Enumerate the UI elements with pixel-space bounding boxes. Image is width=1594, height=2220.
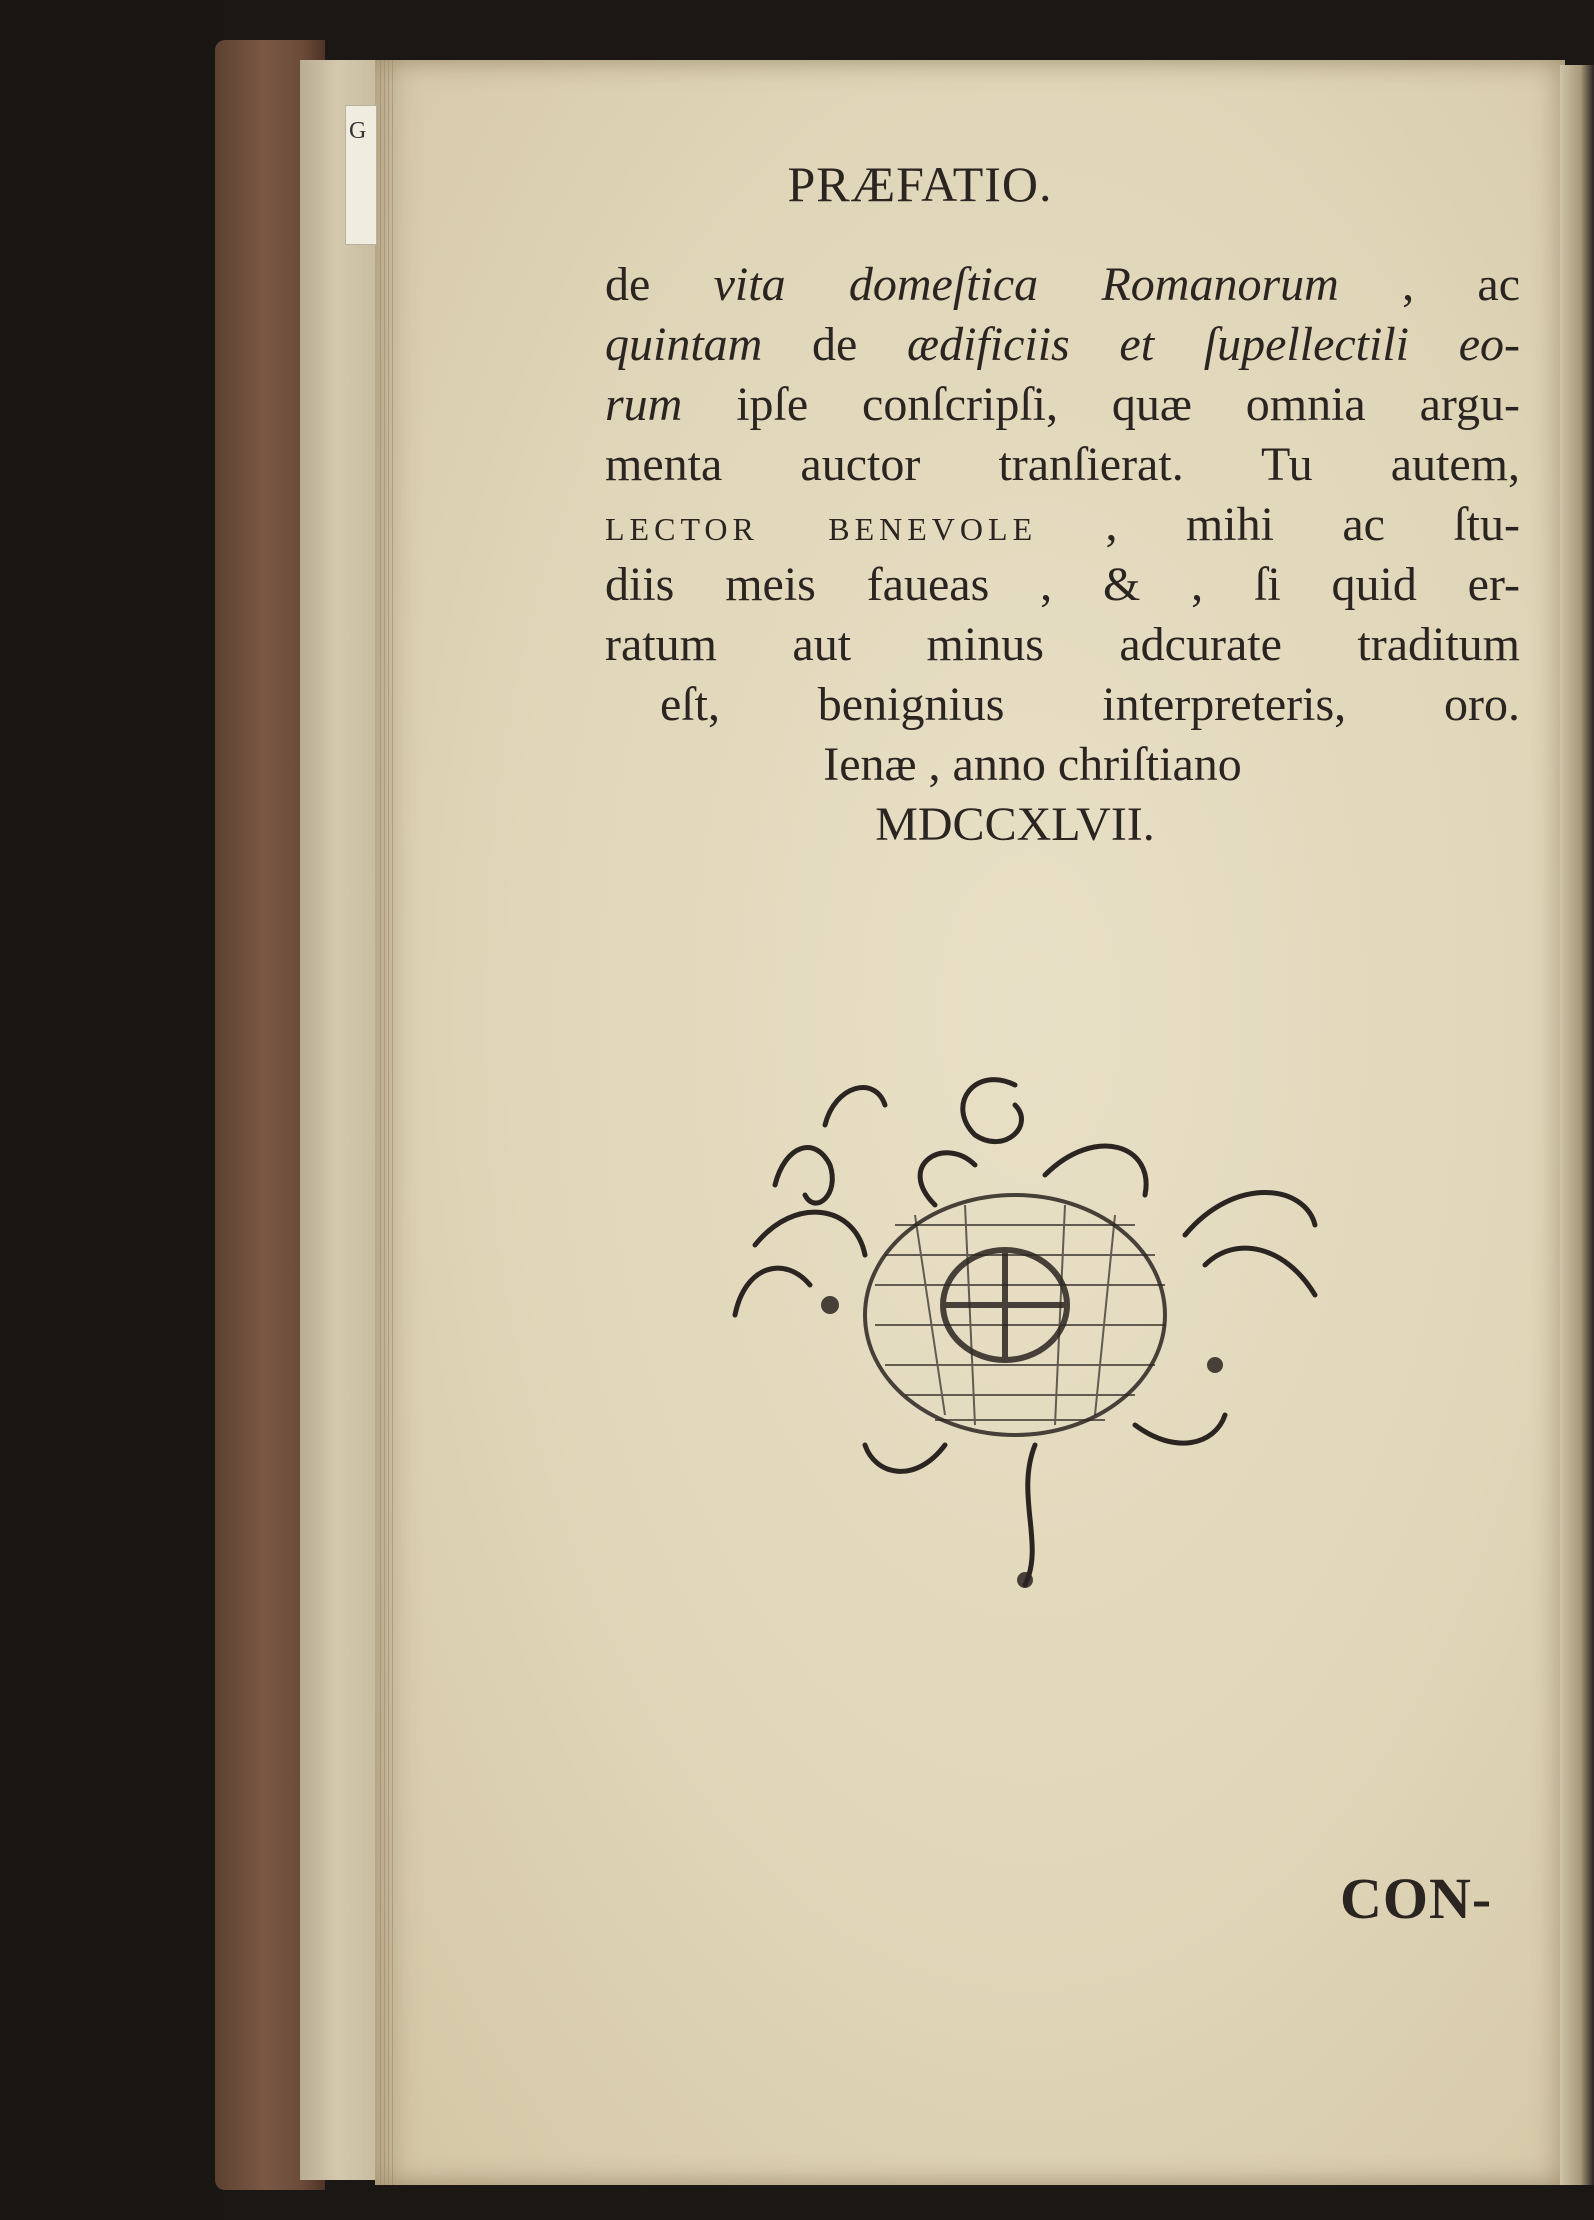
text-run: menta auctor tranſierat. Tu autem, <box>605 438 1520 491</box>
dark-background <box>0 0 225 2220</box>
text-run: rum <box>605 378 683 431</box>
text-run: , ac <box>1338 258 1520 311</box>
text-line <box>605 375 1520 435</box>
text-line <box>605 495 1520 555</box>
text-line <box>605 315 1520 375</box>
text-line <box>605 615 1520 675</box>
text-run: vita domeſtica Romanorum <box>713 258 1339 311</box>
library-tab: G <box>345 105 377 245</box>
page-header: PRÆFATIO. <box>787 156 1053 212</box>
fleuron-ornament <box>715 1065 1350 1595</box>
book-board <box>300 60 375 2180</box>
text-line <box>605 555 1520 615</box>
text-run: de <box>762 318 908 371</box>
text-run: de <box>605 258 714 311</box>
closing-line: eſt, benignius interpreteris, oro. <box>660 678 1520 731</box>
text-run: ratum aut minus adcurate traditum <box>605 618 1520 671</box>
text-run: quintam <box>605 318 763 371</box>
text-run: ipſe conſcripſi, quæ omnia argu- <box>682 378 1520 431</box>
dateline-year: MDCCXLVII. <box>875 798 1155 851</box>
text-run: , mihi ac ſtu- <box>1037 498 1520 551</box>
dateline-place: Ienæ , anno chriſtiano <box>823 738 1242 791</box>
page-edge <box>1560 65 1594 2185</box>
catchword: CON- <box>1340 1866 1493 1931</box>
text-line <box>605 435 1520 495</box>
preface-text <box>605 255 1520 855</box>
text-run: ædificiis et ſupellectili eo- <box>907 318 1521 371</box>
gutter <box>380 60 394 2185</box>
text-line <box>605 255 1520 315</box>
text-run: LECTOR BENEVOLE <box>605 511 1038 547</box>
text-run: diis meis faueas , & , ſi quid er- <box>605 558 1520 611</box>
